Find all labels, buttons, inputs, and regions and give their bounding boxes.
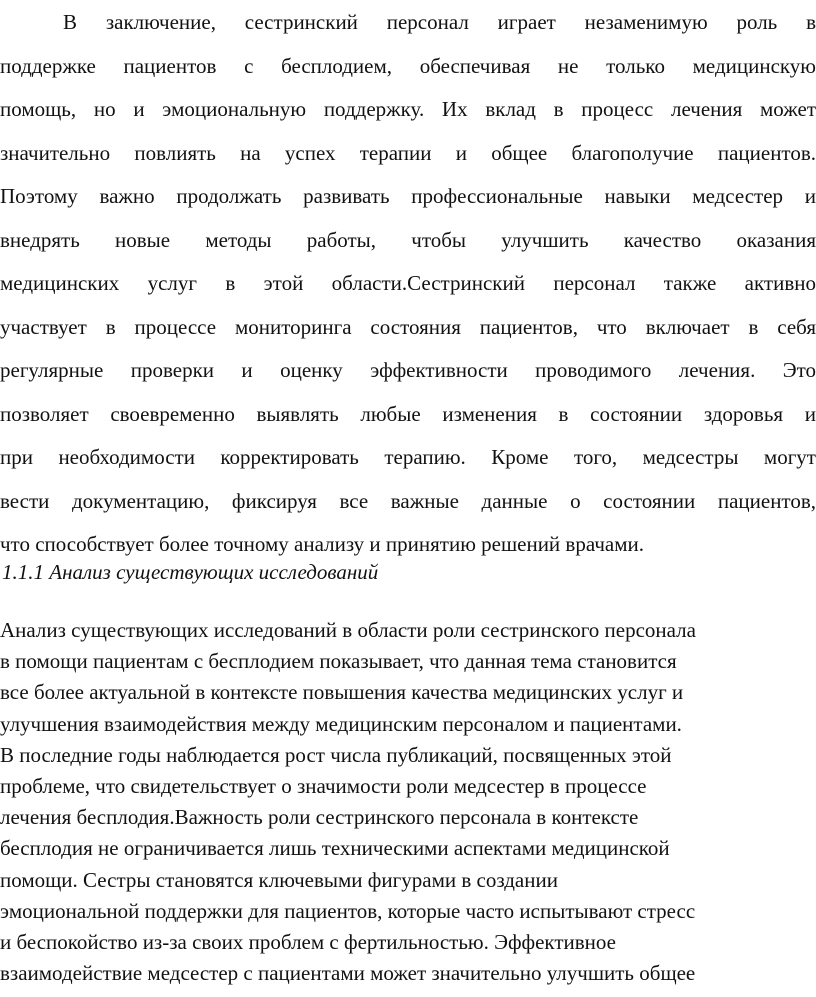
paragraph-2-line: лечения бесплодия.Важность роли сестринского персонала в контексте (0, 805, 639, 830)
paragraph-analysis (0, 615, 816, 989)
paragraph-1 (0, 1, 816, 567)
paragraph-1-line: внедрять новые методы работы, чтобы улучшить качество оказания (0, 227, 816, 252)
paragraph-1-line: регулярные проверки и оценку эффективности проводимого лечения. Это (0, 358, 816, 382)
paragraph-2-line: проблеме, что свидетельствует о значимости роли медсестер в процессе (0, 773, 647, 798)
paragraph-2-line: В последние годы наблюдается рост числа публикаций, посвященных этой (0, 742, 672, 767)
paragraph-2-line: в помощи пациентам с бесплодием показывает, что данная тема становится (0, 649, 677, 674)
paragraph-1-line: что способствует более точному анализу и принятию решений врачами. (0, 532, 644, 556)
paragraph-2-line: бесплодия не ограничивается лишь техническими аспектами медицинской (0, 836, 670, 861)
paragraph-2-line: взаимодействие медсестер с пациентами может значительно улучшить общее (0, 961, 696, 986)
paragraph-1-line: В заключение, сестринский персонал играет незаменимую роль в (63, 10, 816, 34)
paragraph-1-line: помощь, но и эмоциональную поддержку. Их вклад в процесс лечения может (0, 97, 816, 121)
paragraph-2-line: Анализ существующих исследований в области роли сестринского персонала (0, 618, 696, 642)
section-heading: 1.1.1 Анализ существующих исследований (2, 560, 379, 584)
paragraph-1-line: позволяет своевременно выявлять любые изменения в состоянии здоровья и (0, 401, 816, 426)
paragraph-1-line: при необходимости корректировать терапию. Кроме того, медсестры могут (0, 445, 816, 469)
paragraph-2-line: все более актуальной в контексте повышения качества медицинских услуг и (0, 680, 684, 705)
paragraph-2-line: улучшения взаимодействия между медицинским персоналом и пациентами. (0, 711, 682, 736)
paragraph-1-line: поддержке пациентов с бесплодием, обеспечивая не только медицинскую (0, 53, 816, 78)
paragraph-2-line: помощи. Сестры становятся ключевыми фигурами в создании (0, 867, 558, 892)
paragraph-1-line: вести документацию, фиксируя все важные данные о состоянии пациентов, (0, 488, 816, 513)
paragraph-2-line: и беспокойство из-за своих проблем с фертильностью. Эффективное (0, 929, 616, 954)
paragraph-1-line: значительно повлиять на успех терапии и общее благополучие пациентов. (0, 140, 816, 165)
paragraph-1-line: медицинских услуг в этой области.Сестринский персонал также активно (0, 271, 816, 295)
paragraph-2-line: эмоциональной поддержки для пациентов, которые часто испытывают стресс (0, 898, 696, 923)
paragraph-1-line: участвует в процессе мониторинга состояния пациентов, что включает в себя (0, 314, 816, 339)
paragraph-1-line: Поэтому важно продолжать развивать профессиональные навыки медсестер и (0, 184, 816, 208)
